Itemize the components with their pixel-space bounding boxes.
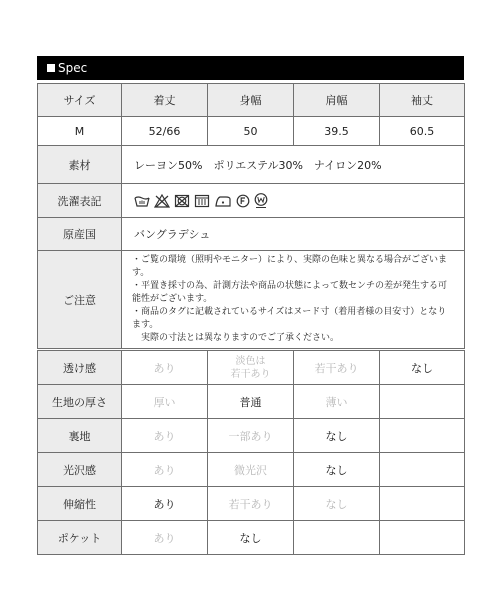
attribute-option: あり [122,521,208,555]
note-line: ・平置き採寸の為、計測方法や商品の状態によって数センチの差が発生する可能性がございます。 [132,281,448,304]
attribute-option [380,521,465,555]
attribute-row [38,521,465,555]
wash-icons [134,193,464,209]
wash-row [38,184,465,218]
attribute-option: なし [208,521,294,555]
material-row [38,146,465,184]
dry-clean-f-icon [236,194,250,208]
wet-clean-w-icon [254,193,268,209]
attribute-option [208,351,294,385]
shoulder-value: 39.5 [294,117,380,146]
attribute-option: 普通 [208,385,294,419]
material-label: 素材 [38,146,122,184]
origin-value: バングラデシュ [122,218,465,251]
attribute-label: 生地の厚さ [38,385,122,419]
attribute-row [38,419,465,453]
attribute-option: 若干あり [294,351,380,385]
attribute-option: 薄い [294,385,380,419]
attribute-option: なし [294,419,380,453]
attribute-option [380,385,465,419]
wash-icons-cell [122,184,465,218]
square-icon [47,64,55,72]
attribute-row [38,351,465,385]
note-line: ・商品のタグに記載されているサイズはヌード寸（着用者様の目安寸）となります。 [132,307,447,330]
sleeve-header-cell: 袖丈 [380,84,465,117]
notes-text [122,251,465,349]
no-tumble-dry-icon [174,194,190,208]
note-line: 実際の寸法とは異なりますのでご了承ください。 [132,333,340,343]
attribute-option: 一部あり [208,419,294,453]
attribute-row [38,487,465,521]
size-value: M [38,117,122,146]
attribute-option [380,487,465,521]
shoulder-header-cell: 肩幅 [294,84,380,117]
no-bleach-icon [154,194,170,208]
attributes-table [37,350,465,555]
attribute-option [380,419,465,453]
attribute-label: 伸縮性 [38,487,122,521]
size-header-cell: サイズ [38,84,122,117]
origin-label: 原産国 [38,218,122,251]
attribute-row [38,385,465,419]
size-value-row [38,117,465,146]
attribute-label: 透け感 [38,351,122,385]
attribute-option: なし [294,487,380,521]
material-value: レーヨン50% ポリエステル30% ナイロン20% [122,146,465,184]
note-line: ・ご覧の環境（照明やモニター）により、実際の色味と異なる場合がございます。 [132,255,448,278]
sleeve-value: 60.5 [380,117,465,146]
notes-label: ご注意 [38,251,122,349]
length-header-cell: 着丈 [122,84,208,117]
low-iron-icon [214,194,232,208]
spec-header [37,56,464,80]
origin-row [38,218,465,251]
attribute-option: 厚い [122,385,208,419]
size-header-row [38,84,465,117]
hand-wash-icon [134,194,150,208]
attribute-option: 微光沢 [208,453,294,487]
attribute-option-line: 若干あり [230,368,271,380]
attribute-option: なし [380,351,465,385]
attribute-option [380,453,465,487]
notes-row [38,251,465,349]
width-header-cell: 身幅 [208,84,294,117]
width-value: 50 [208,117,294,146]
spec-table [37,83,465,349]
length-value: 52/66 [122,117,208,146]
attribute-option: あり [122,487,208,521]
attribute-label: 裏地 [38,419,122,453]
attribute-option: なし [294,453,380,487]
attribute-option-line: 淡色は [235,355,266,367]
spec-title: Spec [58,61,88,75]
attribute-row [38,453,465,487]
attribute-option: あり [122,453,208,487]
attribute-option: あり [122,419,208,453]
drip-dry-icon [194,194,210,208]
attribute-label: 光沢感 [38,453,122,487]
attribute-label: ポケット [38,521,122,555]
attribute-option: 若干あり [208,487,294,521]
attribute-option: あり [122,351,208,385]
attribute-option [294,521,380,555]
wash-label: 洗濯表記 [38,184,122,218]
